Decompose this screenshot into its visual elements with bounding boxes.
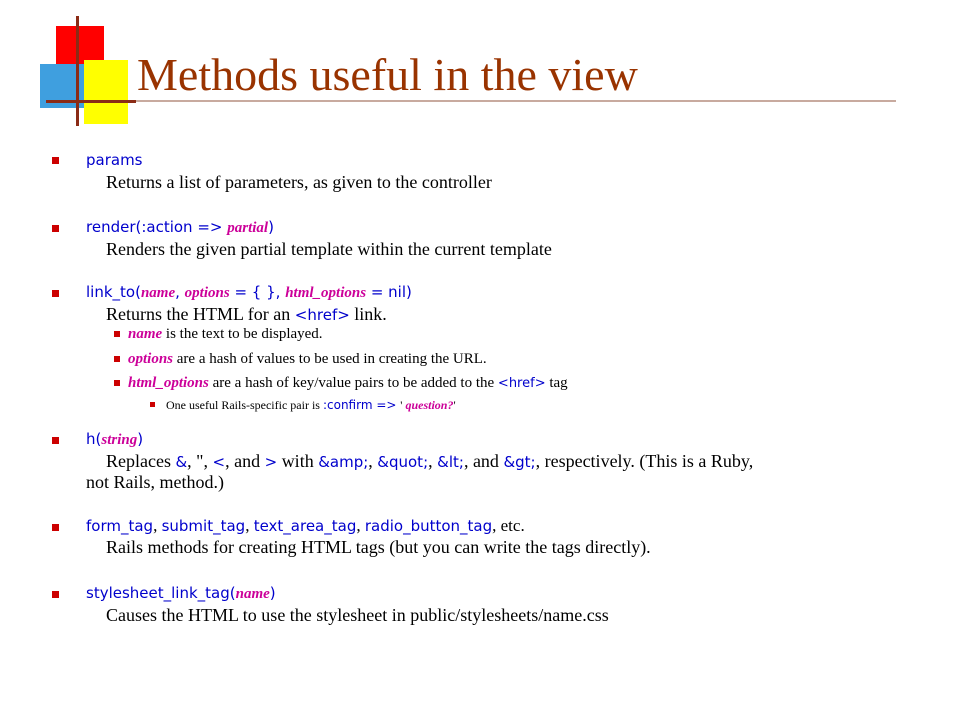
bullet-h	[52, 437, 59, 444]
title-underline-accent	[46, 100, 136, 103]
code-form-tag: form_tag	[86, 517, 154, 535]
code-text-area-tag: text_area_tag	[253, 517, 357, 535]
code-stylesheet-b: )	[269, 584, 276, 602]
subsub-text-a: One useful Rails-specific pair is	[166, 398, 323, 412]
bullet-stylesheet	[52, 591, 59, 598]
desc-link-to-b: link.	[349, 304, 387, 324]
desc-h-code4: &amp;	[318, 453, 369, 471]
desc-h-code3: >	[264, 453, 278, 471]
desc-h-cont: not Rails, method.)	[86, 472, 224, 492]
list-item-render	[86, 216, 916, 259]
bullet-link-to	[52, 290, 59, 297]
code-link-to-d: = nil)	[366, 283, 412, 301]
bullet-params	[52, 157, 59, 164]
desc-h-b: , ",	[187, 451, 213, 471]
code-link-to-c: = { },	[229, 283, 286, 301]
sub-arg-options: options	[128, 351, 174, 367]
desc-params: Returns a list of parameters, as given to the controller	[106, 172, 492, 192]
list-item-tags	[86, 515, 916, 557]
sub-text-name: is the text to be displayed.	[162, 326, 323, 342]
desc-link-to-a: Returns the HTML for an	[106, 304, 295, 324]
desc-h-g: , and	[463, 451, 504, 471]
sub-text-html-options-a: are a hash of key/value pairs to be added to the	[208, 375, 498, 391]
sub-bullet-options	[114, 356, 120, 362]
tags-sep4: , etc.	[492, 516, 525, 535]
code-stylesheet-a: stylesheet_link_tag(	[86, 584, 236, 602]
list-item-link-to	[86, 281, 916, 325]
desc-h-code2: <	[212, 453, 226, 471]
subsub-bullet-confirm	[150, 402, 155, 407]
arg-partial: partial	[227, 220, 269, 236]
desc-h-code5: &quot;	[377, 453, 429, 471]
list-item-h	[86, 428, 916, 492]
desc-h	[86, 451, 916, 472]
desc-h-h: , respectively. (This is a Ruby,	[535, 451, 754, 471]
arg-string: string	[101, 432, 138, 448]
arg-stylesheet-name: name	[235, 586, 270, 602]
bullet-render	[52, 225, 59, 232]
tags-sep3: ,	[356, 516, 365, 535]
code-h-a: h(	[86, 430, 102, 448]
sub-item-html-options	[128, 374, 568, 393]
arg-html-options: html_options	[285, 285, 367, 301]
page-title: Methods useful in the view	[137, 49, 638, 100]
code-render-b: )	[268, 218, 274, 236]
decor-yellow-square	[84, 60, 128, 124]
bullet-tags	[52, 524, 59, 531]
sub-item-options	[128, 350, 487, 368]
sub-bullet-html-options	[114, 380, 120, 386]
code-link-to-b: ,	[175, 283, 185, 301]
tags-sep2: ,	[245, 516, 254, 535]
sub-bullet-name	[114, 331, 120, 337]
arg-name: name	[140, 285, 176, 301]
code-h-b: )	[137, 430, 144, 448]
desc-render: Renders the given partial template within the current template	[106, 239, 552, 259]
desc-h-d: with	[277, 451, 319, 471]
subsub-arg-question: question?	[405, 398, 454, 412]
subsub-code-confirm: :confirm =>	[322, 398, 401, 412]
sub-arg-name: name	[128, 326, 163, 342]
list-item-params	[86, 149, 916, 192]
subsub-text-b: '	[400, 398, 406, 412]
desc-h-code1: &	[175, 453, 188, 471]
sub-text-html-options-b: tag	[545, 375, 568, 391]
sub-code-href: <href>	[497, 376, 546, 391]
subsub-item-confirm	[166, 396, 456, 414]
code-submit-tag: submit_tag	[161, 517, 246, 535]
code-params: params	[86, 151, 143, 169]
list-item-stylesheet	[86, 582, 916, 625]
desc-h-code6: &lt;	[437, 453, 464, 471]
sub-text-options: are a hash of values to be used in creating the URL.	[173, 351, 487, 367]
subsub-text-c: '	[453, 398, 456, 412]
desc-h-code7: &gt;	[503, 453, 536, 471]
arg-options: options	[184, 285, 230, 301]
code-link-to-a: link_to(	[86, 283, 141, 301]
tags-sep1: ,	[153, 516, 162, 535]
desc-h-e: ,	[368, 451, 378, 471]
desc-stylesheet: Causes the HTML to use the stylesheet in public/stylesheets/name.css	[106, 605, 609, 625]
desc-link-to	[86, 304, 916, 325]
code-radio-button-tag: radio_button_tag	[364, 517, 493, 535]
desc-h-a: Replaces	[106, 451, 176, 471]
sub-arg-html-options: html_options	[128, 375, 209, 391]
decor-vertical-line	[76, 16, 79, 126]
desc-link-to-code: <href>	[294, 306, 350, 324]
desc-h-c: , and	[225, 451, 265, 471]
desc-h-f: ,	[428, 451, 438, 471]
sub-item-name	[128, 325, 323, 343]
desc-tags: Rails methods for creating HTML tags (but you can write the tags directly).	[106, 537, 651, 557]
code-render-a: render(:action =>	[86, 218, 228, 236]
